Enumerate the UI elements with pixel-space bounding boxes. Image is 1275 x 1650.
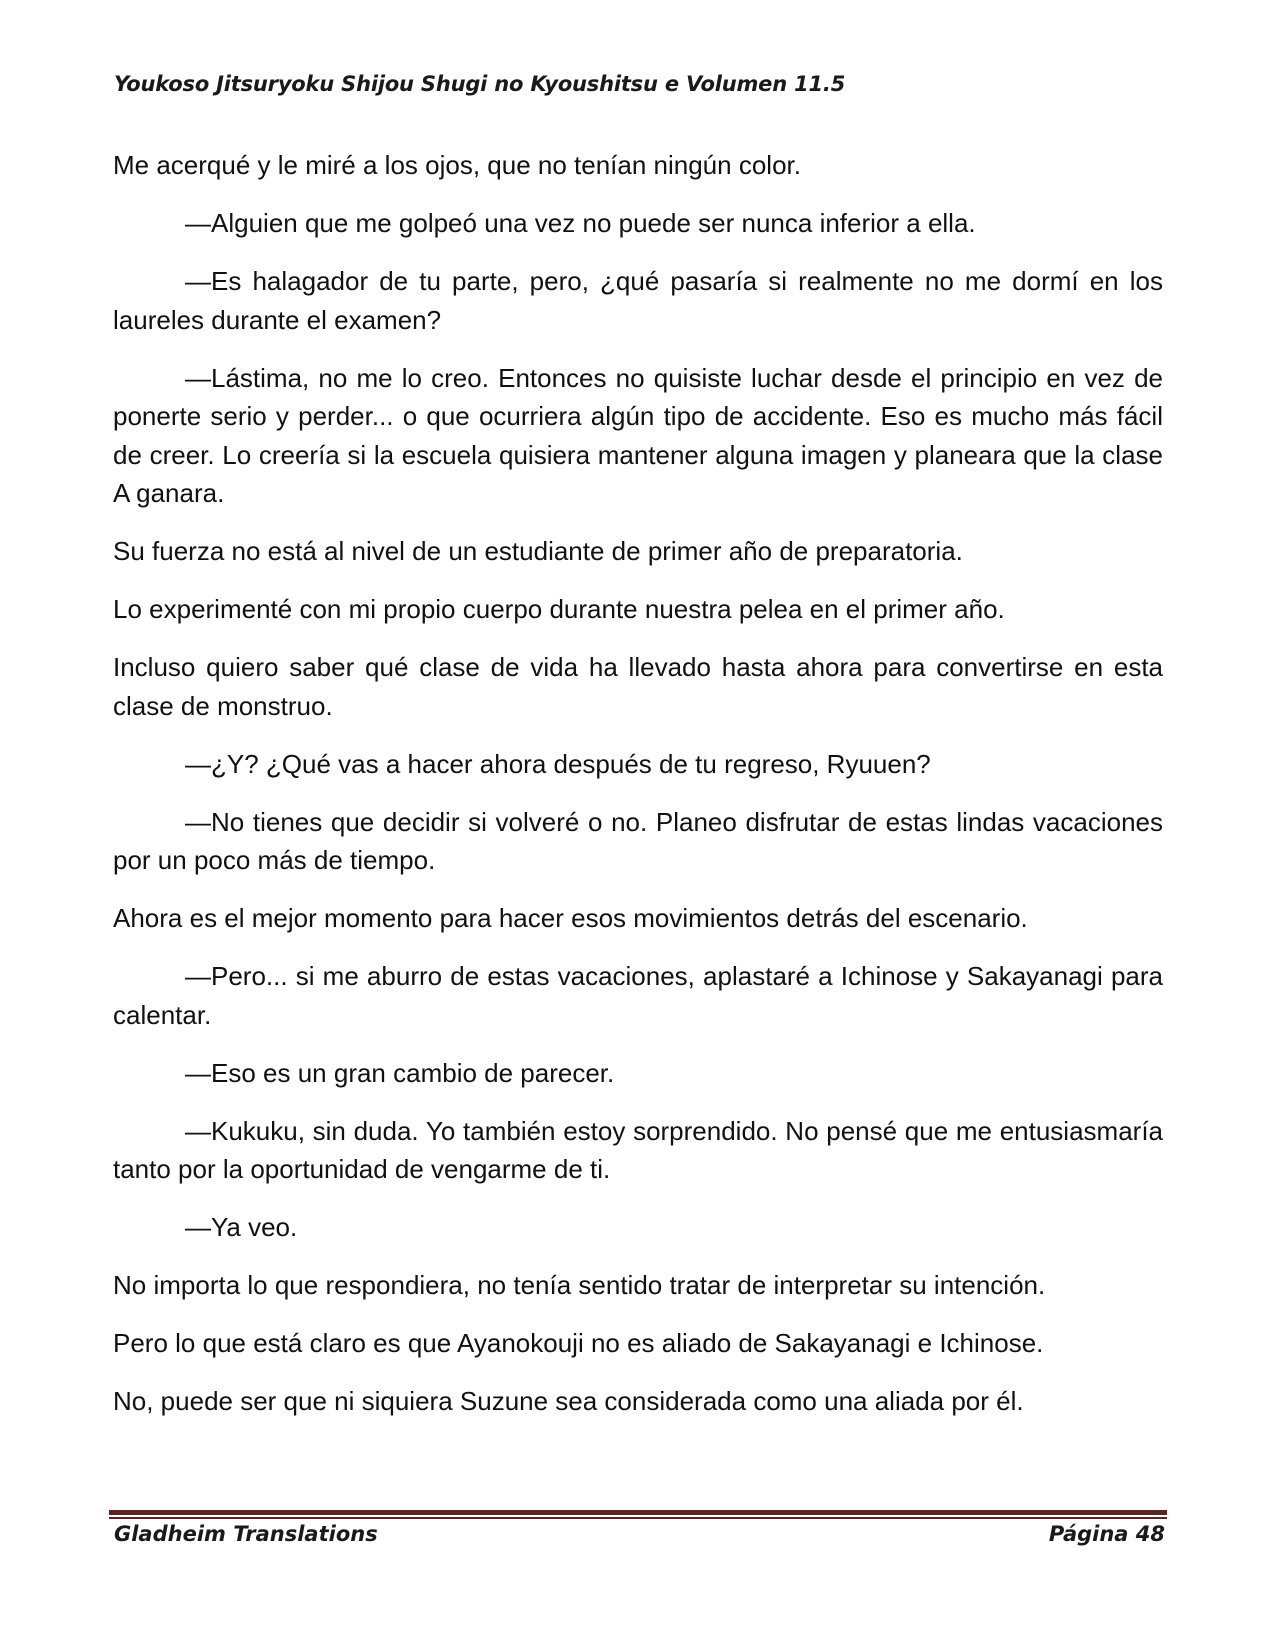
paragraph: —No tienes que decidir si volveré o no. Planeo disfrutar de estas lindas vacaciones por un poco más de tiempo. (113, 806, 1163, 875)
paragraph: —Lástima, no me lo creo. Entonces no quisiste luchar desde el principio en vez de ponerte serio y perder... o que ocurriera algún tipo de accidente. Eso es mucho más fácil de creer. Lo creería si la escuela quisiera mantener alguna imagen y planeara que la clase A ganara. (113, 362, 1163, 508)
paragraph: —¿Y? ¿Qué vas a hacer ahora después de tu regreso, Ryuuen? (185, 748, 931, 779)
paragraph: Lo experimenté con mi propio cuerpo durante nuestra pelea en el primer año. (113, 594, 1005, 624)
footer-page-number: Página 48 (1048, 1522, 1165, 1546)
page-body (113, 146, 1163, 1440)
paragraph: Su fuerza no está al nivel de un estudiante de primer año de preparatoria. (113, 536, 963, 566)
paragraph: —Kukuku, sin duda. Yo también estoy sorprendido. No pensé que me entusiasmaría tanto por la oportunidad de vengarme de ti. (113, 1115, 1163, 1184)
page-header-title: Youkoso Jitsuryoku Shijou Shugi no Kyoushitsu e Volumen 11.5 (114, 72, 846, 96)
paragraph: —Ya veo. (185, 1212, 298, 1242)
paragraph: Incluso quiero saber qué clase de vida ha llevado hasta ahora para convertirse en esta clase de monstruo. (113, 652, 1163, 721)
paragraph: —Pero... si me aburro de estas vacaciones, aplastaré a Ichinose y Sakayanagi para calentar. (113, 961, 1163, 1030)
footer-divider (109, 1510, 1167, 1519)
paragraph: —Es halagador de tu parte, pero, ¿qué pasaría si realmente no me dormí en los laureles durante el examen? (113, 266, 1163, 335)
paragraph: Pero lo que está claro es que Ayanokouji no es aliado de Sakayanagi e Ichinose. (113, 1328, 1044, 1358)
paragraph: Ahora es el mejor momento para hacer esos movimientos detrás del escenario. (113, 903, 1028, 933)
paragraph: Me acerqué y le miré a los ojos, que no tenían ningún color. (113, 150, 801, 180)
footer-publisher: Gladheim Translations (114, 1522, 378, 1546)
paragraph: No, puede ser que ni siquiera Suzune sea considerada como una aliada por él. (113, 1386, 1024, 1416)
footer-divider-thin-line (109, 1517, 1167, 1519)
paragraph: No importa lo que respondiera, no tenía sentido tratar de interpretar su intención. (113, 1270, 1046, 1300)
paragraph: —Eso es un gran cambio de parecer. (185, 1057, 615, 1088)
paragraph: —Alguien que me golpeó una vez no puede ser nunca inferior a ella. (185, 208, 976, 238)
page-footer (114, 1522, 1165, 1546)
